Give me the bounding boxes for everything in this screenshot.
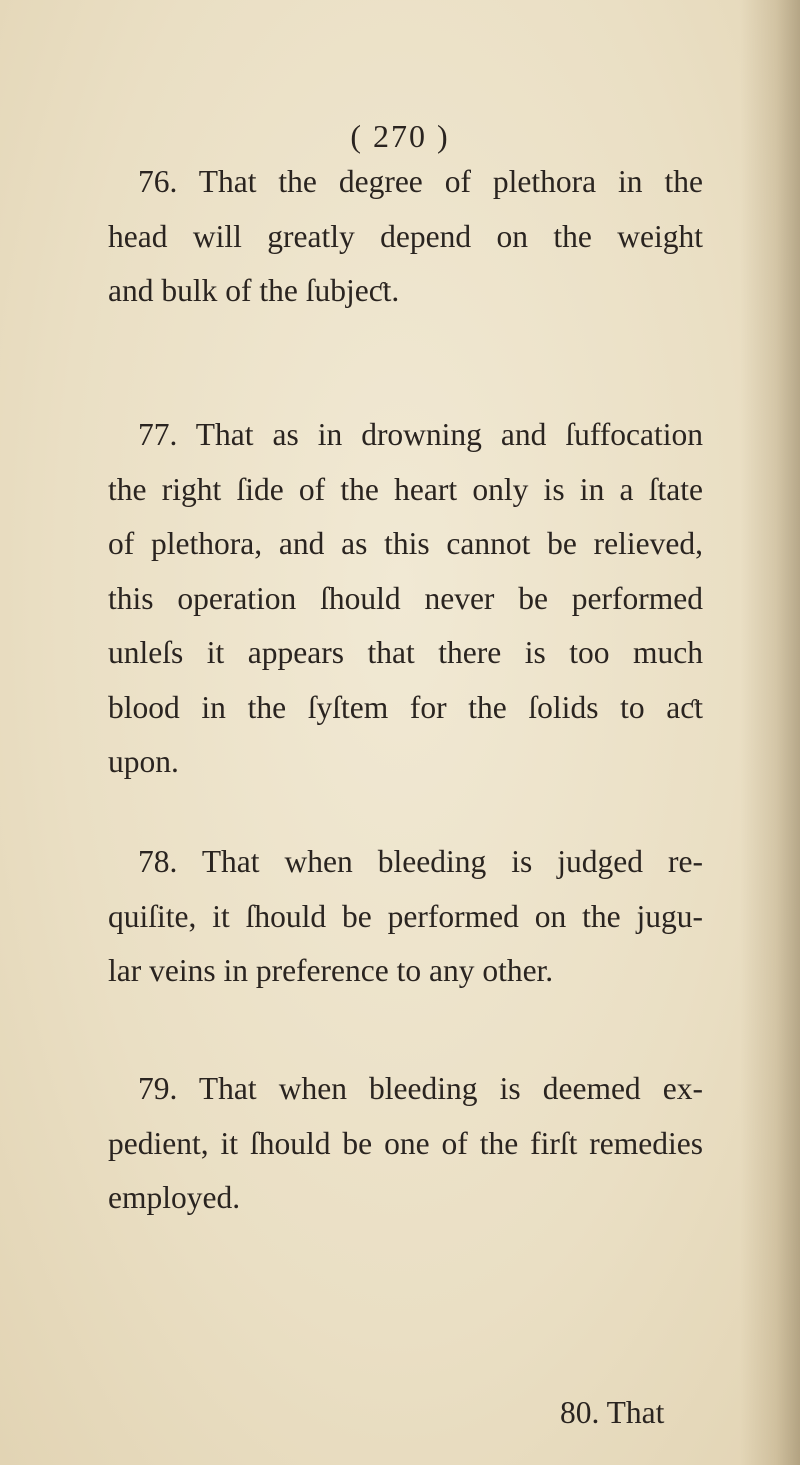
paragraph-line: unleſs it appears that there is too much	[108, 635, 703, 670]
paragraph-line: the right ſide of the heart only is in a ſtate	[108, 471, 703, 507]
paragraph-79	[108, 1062, 703, 1226]
paragraph-line: 79. That when bleeding is deemed ex-	[138, 1071, 703, 1106]
catchword: 80. That	[560, 1395, 665, 1430]
page-number-header: ( 270 )	[350, 118, 450, 154]
paragraph-line: quiſite, it ſhould be performed on the jugu-	[108, 898, 703, 934]
paragraph-line: of plethora, and as this cannot be relieved,	[108, 526, 703, 561]
paragraph-line: employed.	[108, 1180, 241, 1215]
paragraph-77	[108, 408, 703, 790]
paragraph-line: and bulk of the ſubjeƈt.	[108, 273, 400, 308]
paragraph-line: 78. That when bleeding is judged re-	[138, 844, 703, 879]
paragraph-line: this operation ſhould never be performed	[108, 580, 703, 616]
paragraph-line: head will greatly depend on the weight	[108, 218, 703, 254]
paragraph-line: upon.	[108, 744, 179, 779]
paragraph-line: 76. That the degree of plethora in the	[138, 164, 703, 199]
paragraph-line: pedient, it ſhould be one of the firſt remedies	[108, 1125, 703, 1161]
paragraph-line: blood in the ſyſtem for the ſolids to aƈt	[108, 689, 703, 725]
paragraph-78	[108, 835, 703, 999]
paragraph-line: 77. That as in drowning and ſuffocation	[138, 417, 703, 452]
paragraph-76	[108, 155, 703, 319]
paragraph-line: lar veins in preference to any other.	[108, 953, 554, 988]
page-edge-shadow	[740, 0, 800, 1465]
